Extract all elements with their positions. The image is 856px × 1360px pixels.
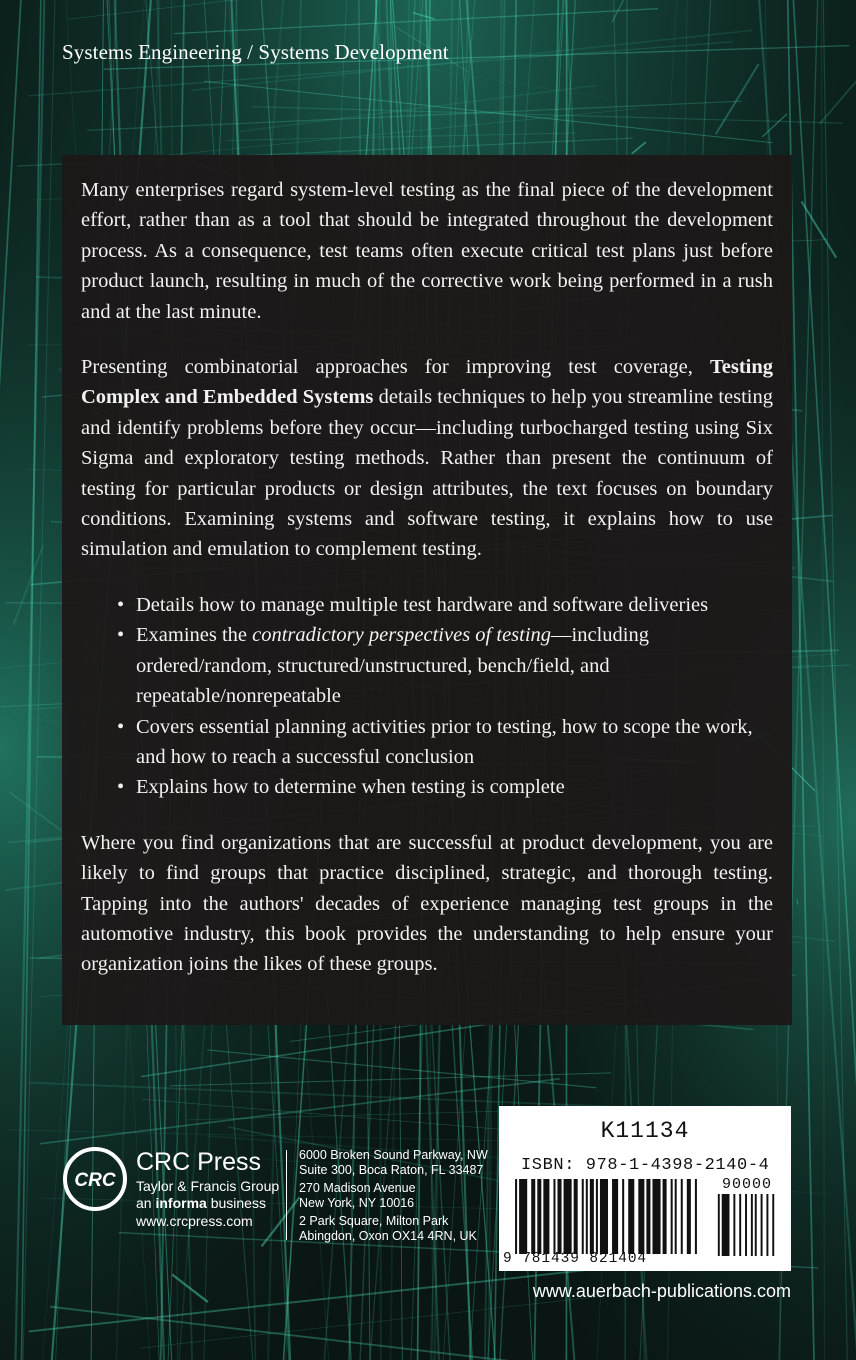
summary-rest: details techniques to help you streamline testing and identify problems before they occur—including turbocharged testing using Six Sigma and exploratory testing methods. Rather than present the continuum of testing for particular products or design attributes, the text focuses on boundary conditions. Examining systems and software testing, it explains how to use simulation and emulation to complement testing.	[81, 386, 773, 561]
book-title: Testing Complex and Embedded Systems	[81, 356, 774, 409]
category-label: Systems Engineering / Systems Development	[62, 40, 449, 64]
barcode-bar	[766, 1194, 768, 1256]
bullet-icon: •	[117, 715, 125, 738]
publisher-name: CRC Press	[136, 1148, 262, 1176]
publisher-business	[136, 1195, 266, 1211]
barcode-bar	[622, 1179, 624, 1254]
barcode-box	[499, 1106, 791, 1271]
barcode-bar	[628, 1179, 634, 1254]
imprint-website[interactable]: www.auerbach-publications.com	[532, 1281, 791, 1301]
address-uk	[299, 1214, 477, 1244]
barcode-bar	[722, 1194, 730, 1256]
barcode-bar	[739, 1194, 741, 1256]
barcode-bar	[531, 1179, 535, 1254]
barcode-bar	[681, 1179, 683, 1254]
barcode-bar	[772, 1194, 774, 1256]
barcode-bar	[537, 1179, 541, 1254]
barcode-bar	[557, 1179, 561, 1254]
publisher-group: Taylor & Francis Group	[136, 1178, 280, 1194]
address-new-york	[299, 1181, 416, 1211]
bullet-text: Covers essential planning activities prior to testing, how to scope the work, and how to reach a successful conclusion	[136, 715, 753, 768]
barcode-bar	[582, 1179, 584, 1254]
list-item	[117, 590, 773, 620]
address-line: Suite 300, Boca Raton, FL 33487	[299, 1163, 484, 1177]
blurb-panel	[62, 155, 792, 1025]
crc-logo-text: CRC	[74, 1170, 116, 1191]
business-prefix: an	[136, 1195, 152, 1211]
isbn-label: ISBN: 978-1-4398-2140-4	[521, 1156, 770, 1175]
barcode-bar	[687, 1179, 691, 1254]
business-suffix: business	[210, 1195, 266, 1211]
address-line: New York, NY 10016	[299, 1196, 415, 1210]
business-brand: informa	[155, 1195, 207, 1211]
publisher-block	[62, 1140, 502, 1250]
summary-paragraph	[81, 352, 773, 565]
barcode-bar	[695, 1179, 697, 1254]
barcode-bar	[761, 1194, 763, 1256]
barcode-bar	[590, 1179, 594, 1254]
barcode-bar	[574, 1179, 578, 1254]
publisher-website[interactable]: www.crcpress.com	[136, 1213, 253, 1229]
barcode-bar	[663, 1179, 667, 1254]
barcode-bar	[718, 1194, 720, 1256]
barcode-bar	[638, 1179, 644, 1254]
address-line: 6000 Broken Sound Parkway, NW	[299, 1148, 488, 1162]
barcode-bar	[652, 1179, 660, 1254]
barcode-bar	[564, 1179, 572, 1254]
barcode-bar	[675, 1179, 677, 1254]
address-line: 270 Madison Avenue	[299, 1181, 416, 1195]
crc-logo-icon	[62, 1146, 128, 1212]
bullet-icon: •	[117, 593, 125, 616]
barcode-bar	[519, 1179, 527, 1254]
bullet-text: Details how to manage multiple test hardware and software deliveries	[136, 593, 709, 616]
barcode-bar	[596, 1179, 598, 1254]
list-item	[117, 712, 773, 773]
catalog-number: K11134	[600, 1118, 690, 1144]
barcode-bar	[600, 1179, 608, 1254]
barcode-bar	[553, 1179, 555, 1254]
ean-barcode-icon	[509, 1179, 705, 1254]
barcode-bar	[586, 1179, 588, 1254]
intro-paragraph: Many enterprises regard system-level testing as the final piece of the development effort, rather than as a tool that should be integrated throughout the development process. As a consequence, test teams often execute critical test plans just before product launch, resulting in much of the corrective work being performed in a rush and at the last minute.	[81, 179, 773, 323]
bullet-icon: •	[117, 776, 125, 799]
barcode-bar	[745, 1194, 747, 1256]
summary-lead: Presenting combinatorial approaches for improving test coverage,	[81, 356, 693, 379]
bullet-icon: •	[117, 624, 125, 647]
barcode-bar	[612, 1179, 618, 1254]
address-line: 2 Park Square, Milton Park	[299, 1214, 449, 1228]
list-item	[117, 620, 773, 711]
bullet-italic-phrase: contradictory perspectives of testing	[252, 624, 552, 647]
publisher-divider	[286, 1150, 287, 1240]
barcode-bar	[751, 1194, 753, 1256]
barcode-bar	[515, 1179, 517, 1254]
bullet-text: —including ordered/random, structured/unstructured, bench/field, and repeatable/nonrepeatable	[136, 624, 649, 708]
barcode-bar	[671, 1179, 673, 1254]
barcode-bar	[646, 1179, 650, 1254]
list-item	[117, 772, 773, 802]
barcode-bar	[755, 1194, 757, 1256]
barcode-bar	[733, 1194, 735, 1256]
address-line: Abingdon, Oxon OX14 4RN, UK	[299, 1229, 477, 1243]
price-addon-barcode-icon	[712, 1194, 782, 1256]
closing-paragraph: Where you find organizations that are successful at product development, you are likely to find groups that practice disciplined, strategic, and thorough testing. Tapping into the authors' decades of experience managing test groups in the automotive industry, this book provides the understanding to help ensure your organization joins the likes of these groups.	[81, 831, 773, 976]
bullet-text: Examines the	[136, 624, 248, 647]
bullet-text: Explains how to determine when testing is complete	[136, 776, 565, 799]
address-florida	[299, 1148, 488, 1178]
barcode-bar	[543, 1179, 549, 1254]
feature-list	[81, 590, 773, 803]
ean-digits: 9 781439 821404	[503, 1251, 648, 1267]
price-addon-digits: 90000	[721, 1176, 772, 1193]
